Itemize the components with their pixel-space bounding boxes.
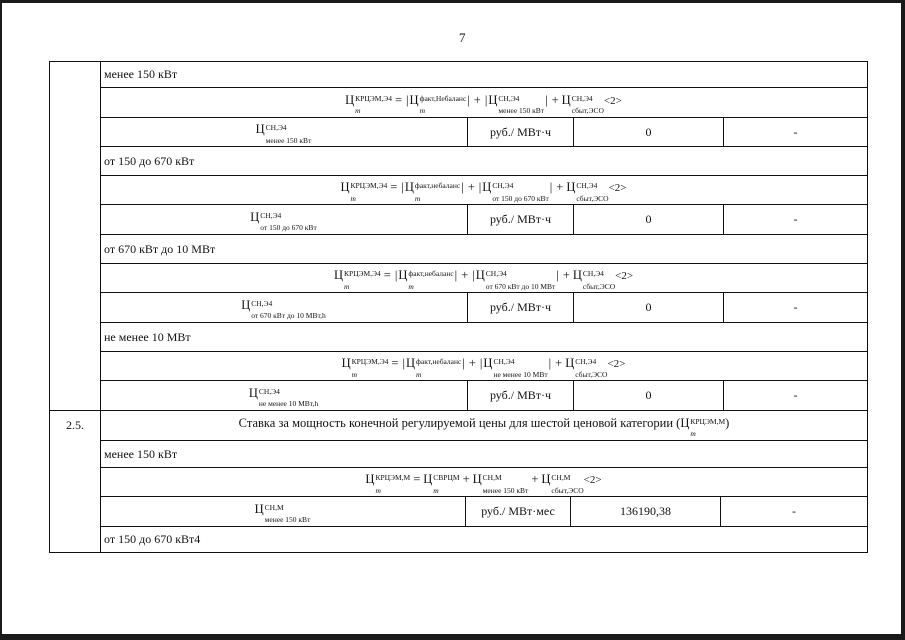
footnote-ref: <2> [607,358,626,370]
band-label: от 670 кВт до 10 МВт [104,241,216,256]
unit-cell: руб./ МВт·мес [481,504,555,518]
rate-symbol-cell: Ц СН,Э4 от 670 кВт до 10 МВт,h [241,297,326,320]
footnote-ref: <2> [608,182,627,194]
rate-symbol-cell: Ц СН,Э4 менее 150 кВт [255,122,312,145]
formula: Ц КРЦЭМ,Э4 m = | Ц факт,Небаланс m | + | Ц СН,Э4 менее 150 кВт | + Ц СН,Э4 сбыт,ЭСО <2> [345,92,622,115]
unit-cell: руб./ МВт·ч [489,388,552,402]
band-label: от 150 до 670 кВт [104,153,195,168]
dash-cell: - [792,504,796,518]
value-cell: 0 [645,300,652,314]
dash-cell: - [793,388,798,402]
dash-cell: - [793,212,798,226]
section-title: Ставка за мощность конечной регулируемой цены для шестой ценовой категории ( Ц КРЦЭМ,М m ) [238,415,730,438]
formula: Ц КРЦЭМ,Э4 m = | Ц факт,небаланс m | + | Ц СН,Э4 не менее 10 МВт | + Ц СН,Э4 сбыт,ЭСО <2> [341,356,626,379]
rate-symbol-cell: Ц СН,Э4 не менее 10 МВт,h [248,385,319,408]
footnote-ref: <2> [583,474,602,486]
formula: Ц КРЦЭМ,М m = Ц СВРЦМ m + Ц СН,М менее 150 кВт + Ц СН,М сбыт,ЭСО <2> [365,472,602,495]
value-cell: 0 [645,124,652,139]
unit-cell: руб./ МВт·ч [489,124,552,139]
footnote-ref: <2> [615,270,634,282]
unit-cell: руб./ МВт·ч [489,300,552,314]
section-number: 2.5. [66,418,84,432]
value-cell: 0 [645,388,652,402]
unit-cell: руб./ МВт·ч [489,212,552,226]
rate-symbol-cell: Ц СН,Э4 от 150 до 670 кВт [250,209,317,232]
value-cell: 136190,38 [620,504,671,518]
formula-row [100,468,867,496]
band-label: от 150 до 670 кВт4 [104,532,201,546]
formula-row [100,352,867,380]
formula-row [100,264,867,292]
dash-cell: - [793,124,798,139]
band-label: менее 150 кВт [104,67,178,81]
formula-row [100,176,867,204]
value-cell: 0 [645,212,652,226]
band-label: не менее 10 МВт [104,329,191,344]
formula: Ц КРЦЭМ,Э4 m = | Ц факт,небаланс m | + | Ц СН,Э4 от 150 до 670 кВт | + Ц СН,Э4 сбыт,ЭСО <2> [340,180,627,203]
band-label: менее 150 кВт [104,446,178,461]
footnote-ref: <2> [603,94,622,107]
formula: Ц КРЦЭМ,Э4 m = | Ц факт,небаланс m | + | Ц СН,Э4 от 670 кВт до 10 МВт | + Ц СН,Э4 сбыт,ЭСО <2> [333,268,634,291]
dash-cell: - [793,300,798,314]
rate-symbol-cell: Ц СН,М менее 150 кВт [254,501,311,524]
page-number: 7 [459,30,466,45]
formula-row [100,88,867,117]
